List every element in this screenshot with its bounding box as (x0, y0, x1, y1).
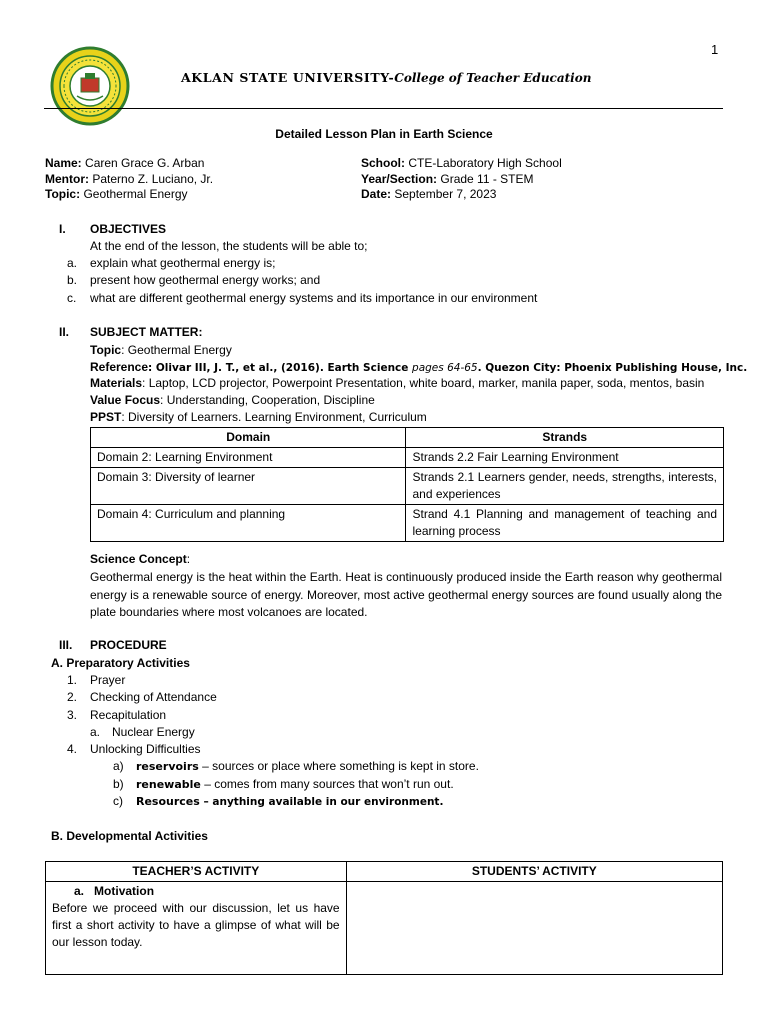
table-row (91, 505, 724, 542)
subject-ppst: PPST: Diversity of Learners. Learning Environment, Curriculum (90, 410, 427, 424)
vocab-item: reservoirs – sources or place where something is kept in store. (136, 759, 479, 773)
science-concept-text: Geothermal energy is the heat within the Earth. Heat is continuously produced inside the Earth reason why geothermal energy is a renewable source of energy. Moreover, most active geothermal energy sources are found usually along the plate boundaries where most volcanoes are located. (90, 570, 722, 619)
science-concept-label: Science Concept: (90, 552, 191, 566)
table-cell: Domain 4: Curriculum and planning (91, 505, 406, 542)
table-cell: Domain 2: Learning Environment (91, 448, 406, 468)
university-header (181, 70, 591, 85)
table-header-cell: Strands (406, 428, 724, 448)
activity-table (45, 861, 723, 975)
subject-topic: Topic: Geothermal Energy (90, 343, 232, 357)
vocab-marker: b) (113, 777, 124, 791)
teacher-activity-header: TEACHER’S ACTIVITY (46, 862, 347, 882)
preparatory-heading: A. Preparatory Activities (51, 656, 190, 670)
table-row (91, 448, 724, 468)
table-cell: Strands 2.1 Learners gender, needs, strengths, interests, and experiences (406, 468, 724, 505)
table-cell: Strand 4.1 Planning and management of teaching and learning process (406, 505, 724, 542)
prep-item: Unlocking Difficulties (90, 742, 201, 756)
subject-value-focus: Value Focus: Understanding, Cooperation, Discipline (90, 393, 375, 407)
prep-item: Checking of Attendance (90, 690, 217, 704)
info-topic: Topic: Geothermal Energy (45, 187, 188, 201)
table-header-row (91, 428, 724, 448)
prep-sub-marker: a. (90, 725, 101, 739)
objective-marker: c. (67, 291, 77, 305)
info-mentor: Mentor: Paterno Z. Luciano, Jr. (45, 172, 214, 186)
university-name: AKLAN STATE UNIVERSITY- (181, 70, 395, 85)
vocab-item: Resources – anything available in our environment. (136, 795, 444, 808)
page-number: 1 (711, 42, 719, 57)
header-divider (44, 108, 723, 109)
procedure-heading: PROCEDURE (90, 638, 167, 652)
college-name: College of Teacher Education (394, 71, 592, 85)
objectives-heading: OBJECTIVES (90, 222, 167, 236)
info-school: School: CTE-Laboratory High School (361, 156, 562, 170)
table-header-row (46, 862, 723, 882)
table-cell: Strands 2.2 Fair Learning Environment (406, 448, 724, 468)
objective-item: what are different geothermal energy systems and its importance in our environment (90, 291, 538, 305)
subject-materials: Materials: Laptop, LCD projector, Powerpoint Presentation, white board, marker, manila paper, soda, mentos, basin (90, 376, 705, 390)
table-header-cell: Domain (91, 428, 406, 448)
table-row (46, 882, 723, 975)
subject-reference: Reference: Olivar III, J. T., et al., (2016). Earth Science pages 64-65. Quezon City: Phoenix Publishing House, Inc. (90, 360, 748, 374)
teacher-activity-cell (46, 882, 347, 975)
prep-item: Recapitulation (90, 708, 167, 722)
subject-matter-number: II. (59, 325, 70, 339)
prep-item: Prayer (90, 673, 126, 687)
subject-matter-heading: SUBJECT MATTER: (90, 325, 203, 339)
prep-sub-item: Nuclear Energy (112, 725, 195, 739)
objective-marker: a. (67, 256, 78, 270)
info-year-section: Year/Section: Grade 11 - STEM (361, 172, 534, 186)
info-date: Date: September 7, 2023 (361, 187, 497, 201)
vocab-item: renewable – comes from many sources that won’t run out. (136, 777, 454, 791)
students-activity-header: STUDENTS’ ACTIVITY (346, 862, 722, 882)
objective-item: present how geothermal energy works; and (90, 273, 321, 287)
objectives-number: I. (59, 222, 66, 236)
university-seal-logo (50, 46, 130, 126)
prep-marker: 4. (67, 742, 78, 756)
objective-marker: b. (67, 273, 78, 287)
info-name: Name: Caren Grace G. Arban (45, 156, 205, 170)
students-activity-cell (346, 882, 722, 975)
document-title: Detailed Lesson Plan in Earth Science (275, 127, 493, 141)
objective-item: explain what geothermal energy is; (90, 256, 276, 270)
prep-marker: 2. (67, 690, 78, 704)
procedure-number: III. (59, 638, 73, 652)
prep-marker: 1. (67, 673, 78, 687)
motivation-text: Before we proceed with our discussion, let us have first a short activity to have a glimpse of what will be our lesson today. (52, 901, 340, 949)
vocab-marker: a) (113, 759, 124, 773)
table-row (91, 468, 724, 505)
table-cell: Domain 3: Diversity of learner (91, 468, 406, 505)
developmental-heading: B. Developmental Activities (51, 829, 208, 843)
objectives-intro: At the end of the lesson, the students will be able to; (90, 239, 368, 253)
vocab-marker: c) (113, 794, 123, 808)
motivation-heading: a. Motivation (74, 884, 155, 898)
prep-marker: 3. (67, 708, 78, 722)
ppst-table (90, 427, 724, 542)
